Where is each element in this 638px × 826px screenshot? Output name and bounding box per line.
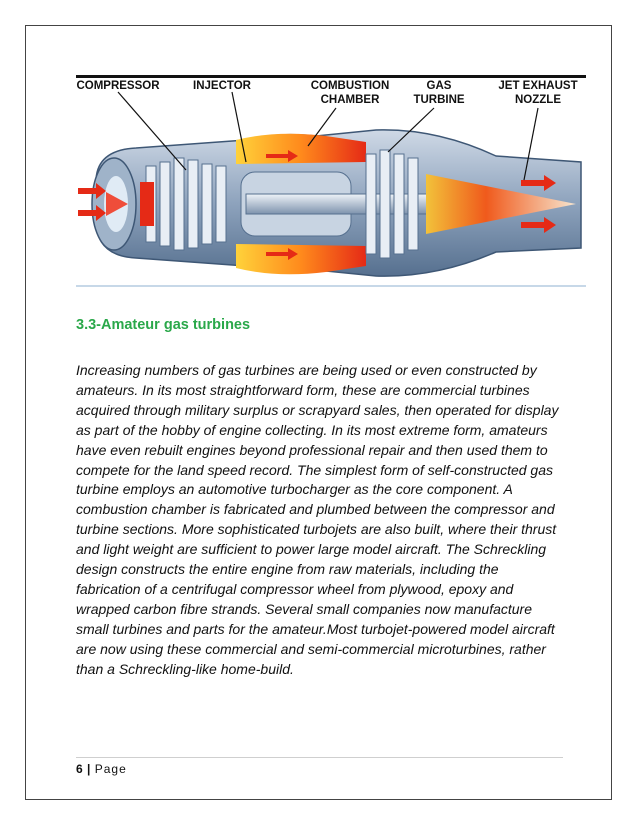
section-heading: 3.3-Amateur gas turbines <box>76 317 251 333</box>
page-footer <box>76 762 127 776</box>
label-injector: INJECTOR <box>193 80 251 92</box>
label-gas-turbine: GAS TURBINE <box>413 80 465 106</box>
section-body: Increasing numbers of gas turbines are being used or even constructed by amateurs. In its most straightforward form, these are commercial turbines acquired through military surplus or scrapyard sales, then operated for display as part of the hobby of engine collecting. In its most extreme form, amateurs have even rebuilt engines beyond professional repair and then used them to compete for the land speed record. The simplest form of self-constructed gas turbine employs an automotive turbocharger as the core component. A combustion chamber is fabricated and plumbed between the compressor and turbine sections. More sophisticated turbojets are also built, where their thrust and light weight are sufficient to power large model aircraft. The Schreckling design constructs the entire engine from raw materials, including the fabrication of a centrifugal compressor wheel from plywood, epoxy and wrapped carbon fibre strands. Several small companies now manufacture small turbines and parts for the amateur.Most turbojet-powered model aircraft are now using these commercial and semi-commercial microturbines, rather than a Schreckling-like home-build. <box>76 362 559 677</box>
label-jet-exhaust-nozzle: JET EXHAUST NOZZLE <box>498 80 578 106</box>
label-combustion-chamber: COMBUSTION CHAMBER <box>310 80 390 106</box>
jet-engine-diagram <box>76 70 586 288</box>
footer-separator: | <box>87 762 91 776</box>
footer-divider <box>76 757 563 758</box>
page-word: Page <box>94 762 127 776</box>
page-number: 6 <box>76 762 83 776</box>
figure-top-rule <box>76 75 586 78</box>
label-compressor: COMPRESSOR <box>76 80 160 92</box>
